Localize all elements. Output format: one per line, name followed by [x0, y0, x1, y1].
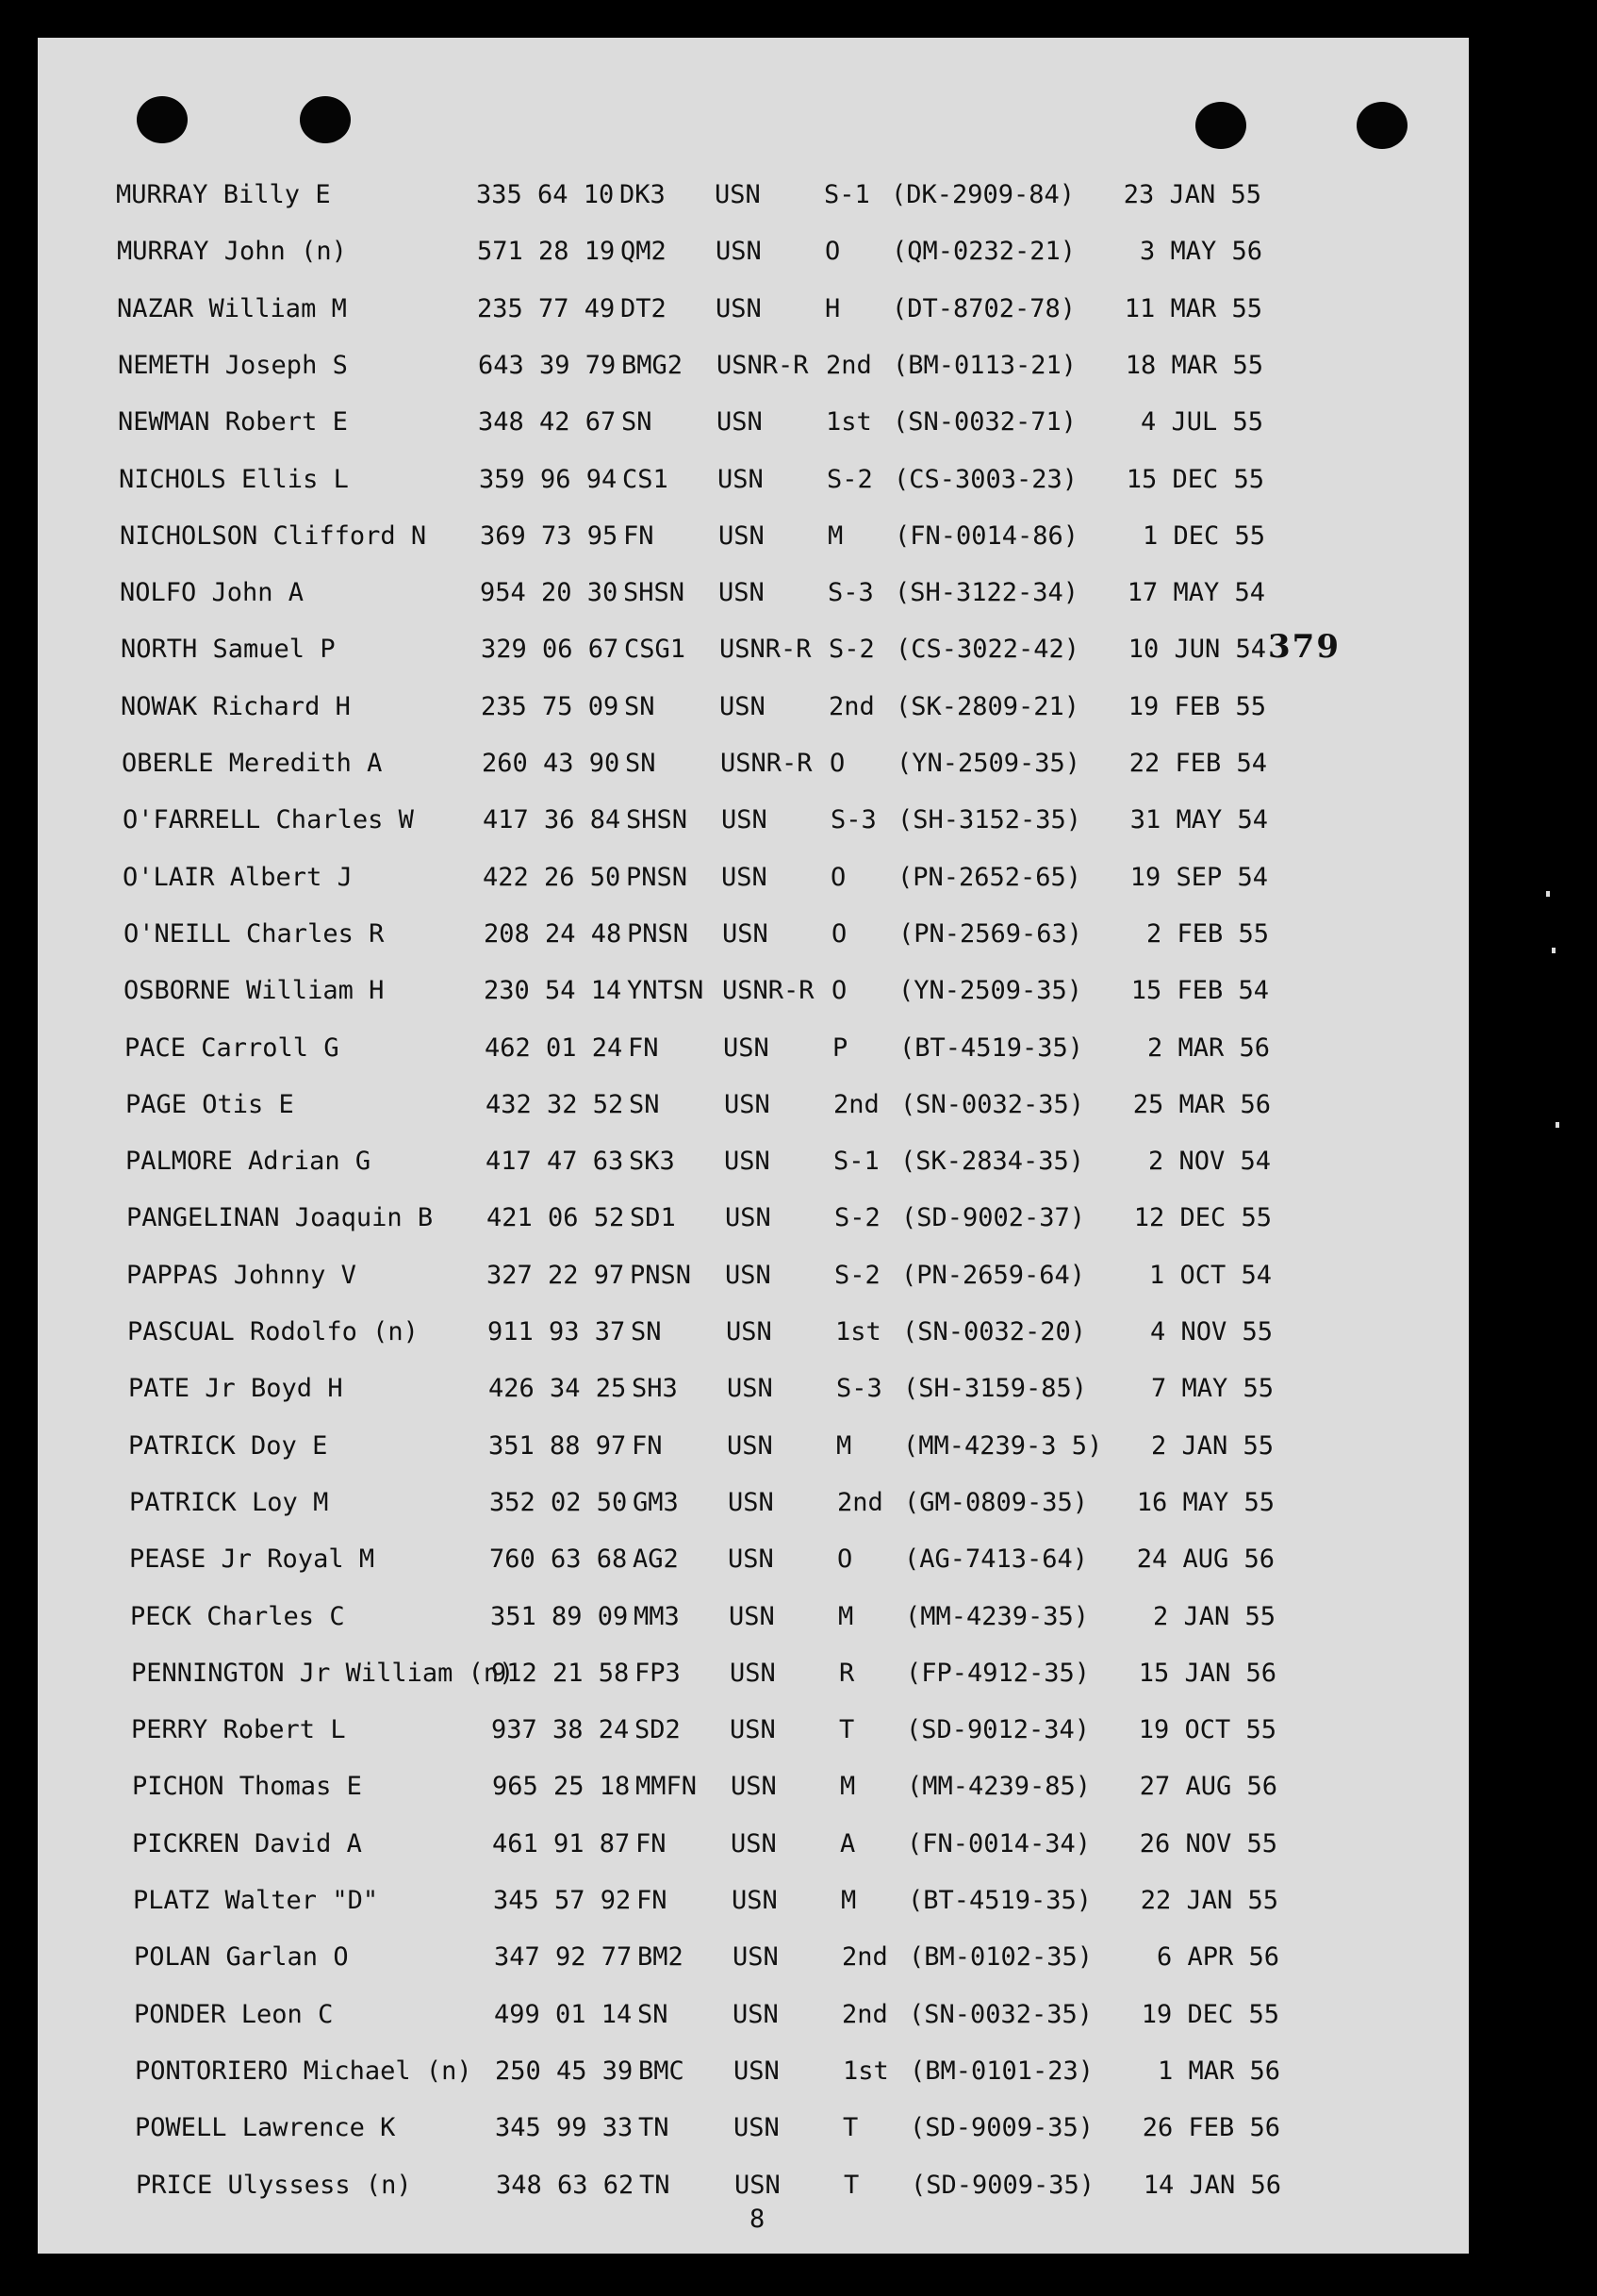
entry-name: MURRAY Billy E: [116, 180, 331, 209]
entry-class: T: [844, 2171, 860, 2200]
entry-name: PONDER Leon C: [134, 2000, 334, 2029]
document-page: [38, 38, 1469, 2254]
entry-code: (SN-0032-35): [909, 2000, 1094, 2029]
entry-code: (FN-0014-86): [895, 521, 1079, 551]
entry-name: PECK Charles C: [130, 1602, 345, 1631]
entry-date: 19 DEC 55: [1141, 2000, 1279, 2029]
entry-class: M: [841, 1886, 857, 1915]
entry-component: USN: [721, 863, 767, 892]
entry-code: (SK-2809-21): [896, 692, 1080, 721]
entry-component: USN: [727, 1431, 773, 1461]
entry-class: S-3: [831, 805, 877, 834]
entry-name: PRICE Ulyssess (n): [136, 2171, 412, 2200]
entry-code: (GM-0809-35): [904, 1488, 1089, 1517]
entry-code: (SK-2834-35): [900, 1147, 1085, 1176]
entry-rate: CS1: [622, 465, 668, 494]
entry-code: (SD-9012-34): [906, 1715, 1091, 1744]
entry-code: (SH-3152-35): [897, 805, 1082, 834]
entry-component: USN: [724, 1090, 770, 1119]
entry-name: NEWMAN Robert E: [118, 407, 348, 437]
entry-component: USN: [718, 578, 765, 607]
entry-name: PEASE Jr Royal M: [129, 1544, 375, 1574]
entry-code: (PN-2569-63): [898, 919, 1083, 949]
entry-name: NORTH Samuel P: [121, 635, 336, 664]
entry-rate: SD1: [630, 1203, 676, 1232]
entry-code: (SH-3159-85): [903, 1374, 1088, 1403]
entry-service-number: 335 64 10: [476, 180, 615, 209]
entry-date: 4 NOV 55: [1149, 1317, 1273, 1346]
entry-date: 2 MAR 56: [1146, 1033, 1270, 1063]
entry-date: 14 JAN 56: [1143, 2171, 1281, 2200]
entry-code: (SD-9002-37): [901, 1203, 1086, 1232]
entry-service-number: 235 75 09: [481, 692, 619, 721]
entry-rate: SHSN: [626, 805, 688, 834]
entry-date: 2 JAN 55: [1150, 1431, 1274, 1461]
entry-service-number: 954 20 30: [480, 578, 618, 607]
entry-rate: FN: [636, 1886, 667, 1915]
entry-component: USN: [729, 1602, 775, 1631]
entry-component: USN: [716, 294, 762, 323]
entry-component: USN: [730, 1715, 776, 1744]
entry-date: 2 JAN 55: [1152, 1602, 1276, 1631]
entry-service-number: 347 92 77: [494, 1942, 633, 1972]
entry-class: O: [831, 919, 848, 949]
entry-class: O: [837, 1544, 853, 1574]
entry-component: USN: [716, 407, 763, 437]
entry-service-number: 499 01 14: [494, 2000, 633, 2029]
entry-rate: FP3: [634, 1659, 681, 1688]
entry-service-number: 369 73 95: [480, 521, 618, 551]
entry-code: (SN-0032-71): [893, 407, 1078, 437]
entry-rate: MMFN: [635, 1772, 698, 1801]
entry-class: S-2: [829, 635, 875, 664]
entry-rate: TN: [638, 2113, 669, 2142]
entry-component: USN: [719, 692, 766, 721]
entry-name: PATE Jr Boyd H: [128, 1374, 343, 1403]
entry-component: USN: [734, 2171, 781, 2200]
entry-class: S-2: [827, 465, 873, 494]
entry-service-number: 571 28 19: [477, 237, 616, 266]
entry-date: 1 MAR 56: [1157, 2056, 1280, 2086]
entry-date: 15 FEB 54: [1130, 976, 1269, 1005]
entry-rate: PNSN: [627, 919, 689, 949]
entry-code: (MM-4239-3 5): [903, 1431, 1103, 1461]
entry-service-number: 327 22 97: [486, 1261, 625, 1290]
entry-code: (SH-3122-34): [895, 578, 1079, 607]
entry-component: USN: [722, 919, 768, 949]
entry-code: (FP-4912-35): [906, 1659, 1091, 1688]
entry-rate: BMG2: [621, 351, 683, 380]
entry-name: OSBORNE William H: [123, 976, 385, 1005]
entry-code: (MM-4239-35): [905, 1602, 1090, 1631]
entry-code: (YN-2509-35): [898, 976, 1083, 1005]
entry-rate: GM3: [633, 1488, 679, 1517]
entry-rate: FN: [628, 1033, 659, 1063]
entry-name: PATRICK Loy M: [129, 1488, 329, 1517]
entry-rate: PNSN: [626, 863, 688, 892]
entry-rate: CSG1: [624, 635, 686, 664]
entry-name: PICHON Thomas E: [132, 1772, 362, 1801]
entry-service-number: 235 77 49: [477, 294, 616, 323]
entry-component: USN: [733, 2056, 780, 2086]
entry-name: PAPPAS Johnny V: [126, 1261, 356, 1290]
entry-class: 2nd: [826, 351, 872, 380]
entry-component: USNR-R: [722, 976, 815, 1005]
entry-class: H: [825, 294, 841, 323]
entry-date: 31 MAY 54: [1129, 805, 1268, 834]
entry-service-number: 911 93 37: [487, 1317, 626, 1346]
entry-rate: SH3: [632, 1374, 678, 1403]
entry-class: P: [832, 1033, 848, 1063]
entry-rate: PNSN: [630, 1261, 692, 1290]
entry-code: (PN-2652-65): [897, 863, 1082, 892]
entry-rate: SN: [625, 749, 656, 778]
entry-date: 26 FEB 56: [1142, 2113, 1280, 2142]
entry-name: PERRY Robert L: [131, 1715, 346, 1744]
entry-code: (SD-9009-35): [910, 2113, 1095, 2142]
entry-code: (BM-0101-23): [910, 2056, 1095, 2086]
entry-date: 27 AUG 56: [1139, 1772, 1277, 1801]
entry-service-number: 345 99 33: [495, 2113, 634, 2142]
entry-code: (BM-0113-21): [893, 351, 1078, 380]
entry-date: 22 FEB 54: [1128, 749, 1267, 778]
entry-name: POLAN Garlan O: [134, 1942, 349, 1972]
entry-class: M: [828, 521, 844, 551]
entry-name: NEMETH Joseph S: [118, 351, 348, 380]
entry-class: S-2: [834, 1261, 881, 1290]
entry-rate: DT2: [620, 294, 667, 323]
entry-rate: SN: [624, 692, 655, 721]
entry-rate: DK3: [619, 180, 666, 209]
entry-component: USN: [723, 1033, 769, 1063]
entry-class: R: [839, 1659, 855, 1688]
entry-rate: FN: [632, 1431, 663, 1461]
entry-service-number: 461 91 87: [492, 1829, 631, 1858]
entry-date: 19 OCT 55: [1138, 1715, 1276, 1744]
entry-service-number: 250 45 39: [495, 2056, 634, 2086]
entry-date: 10 JUN 54: [1128, 635, 1266, 664]
entry-component: USN: [724, 1147, 770, 1176]
entry-rate: FN: [635, 1829, 667, 1858]
entry-service-number: 208 24 48: [484, 919, 622, 949]
entry-rate: SD2: [634, 1715, 681, 1744]
entry-component: USN: [731, 1772, 777, 1801]
entry-service-number: 345 57 92: [493, 1886, 632, 1915]
entry-date: 25 MAR 56: [1132, 1090, 1271, 1119]
entry-name: PACE Carroll G: [124, 1033, 339, 1063]
entry-name: PLATZ Walter "D": [133, 1886, 379, 1915]
entry-component: USN: [716, 237, 762, 266]
entry-component: USN: [725, 1203, 771, 1232]
entry-date: 16 MAY 55: [1136, 1488, 1275, 1517]
entry-date: 22 JAN 55: [1140, 1886, 1278, 1915]
entry-name: PATRICK Doy E: [128, 1431, 328, 1461]
entry-name: POWELL Lawrence K: [135, 2113, 396, 2142]
entry-class: 1st: [835, 1317, 881, 1346]
entry-class: O: [830, 749, 846, 778]
entry-service-number: 937 38 24: [491, 1715, 630, 1744]
entry-service-number: 760 63 68: [489, 1544, 628, 1574]
entry-class: 2nd: [842, 2000, 888, 2029]
entry-component: USN: [725, 1261, 771, 1290]
entry-class: 1st: [826, 407, 872, 437]
entry-service-number: 348 63 62: [496, 2171, 634, 2200]
entry-date: 11 MAR 55: [1124, 294, 1262, 323]
entry-rate: FN: [623, 521, 654, 551]
entry-date: 24 AUG 56: [1136, 1544, 1275, 1574]
entry-code: (SN-0032-35): [900, 1090, 1085, 1119]
entry-name: NICHOLS Ellis L: [119, 465, 349, 494]
entry-code: (YN-2509-35): [897, 749, 1081, 778]
entry-class: S-3: [828, 578, 874, 607]
entry-name: NOLFO John A: [120, 578, 305, 607]
entry-service-number: 260 43 90: [482, 749, 620, 778]
roster-list: [38, 38, 1469, 2254]
entry-code: (AG-7413-64): [904, 1544, 1089, 1574]
entry-code: (BT-4519-35): [908, 1886, 1093, 1915]
page-number: 8: [749, 2205, 766, 2234]
entry-rate: QM2: [620, 237, 667, 266]
entry-name: PAGE Otis E: [125, 1090, 294, 1119]
entry-date: 18 MAR 55: [1125, 351, 1263, 380]
entry-service-number: 422 26 50: [483, 863, 621, 892]
entry-service-number: 912 21 58: [491, 1659, 630, 1688]
entry-service-number: 348 42 67: [478, 407, 617, 437]
entry-service-number: 462 01 24: [485, 1033, 623, 1063]
entry-service-number: 432 32 52: [486, 1090, 624, 1119]
entry-rate: BM2: [637, 1942, 683, 1972]
entry-class: M: [840, 1772, 856, 1801]
entry-name: O'NEILL Charles R: [123, 919, 385, 949]
scan-speck: [1556, 1122, 1559, 1128]
entry-rate: SHSN: [623, 578, 685, 607]
entry-class: 2nd: [829, 692, 875, 721]
entry-component: USN: [733, 1942, 779, 1972]
entry-rate: MM3: [634, 1602, 680, 1631]
entry-service-number: 351 88 97: [488, 1431, 627, 1461]
entry-class: S-1: [824, 180, 870, 209]
entry-class: O: [825, 237, 841, 266]
entry-service-number: 417 47 63: [486, 1147, 624, 1176]
entry-class: T: [843, 2113, 859, 2142]
entry-code: (SD-9009-35): [911, 2171, 1095, 2200]
entry-code: (PN-2659-64): [901, 1261, 1086, 1290]
entry-name: MURRAY John (n): [117, 237, 347, 266]
entry-code: (BT-4519-35): [899, 1033, 1084, 1063]
entry-code: (DK-2909-84): [891, 180, 1076, 209]
entry-name: OBERLE Meredith A: [122, 749, 383, 778]
entry-component: USN: [728, 1488, 774, 1517]
entry-rate: SK3: [629, 1147, 675, 1176]
entry-class: S-3: [836, 1374, 882, 1403]
entry-class: A: [840, 1829, 856, 1858]
entry-class: M: [836, 1431, 852, 1461]
entry-component: USN: [727, 1374, 773, 1403]
entry-component: USN: [732, 1886, 778, 1915]
entry-date: 12 DEC 55: [1133, 1203, 1272, 1232]
entry-component: USNR-R: [719, 635, 812, 664]
entry-class: T: [839, 1715, 855, 1744]
entry-code: (CS-3003-23): [894, 465, 1078, 494]
entry-code: (QM-0232-21): [892, 237, 1077, 266]
entry-class: O: [831, 863, 847, 892]
entry-component: USNR-R: [720, 749, 813, 778]
entry-date: 23 JAN 55: [1123, 180, 1261, 209]
entry-rate: YNTSN: [627, 976, 704, 1005]
entry-class: 2nd: [837, 1488, 883, 1517]
margin-number: 379: [1268, 628, 1341, 666]
entry-component: USN: [733, 2113, 780, 2142]
entry-name: PENNINGTON Jr William (n): [131, 1659, 515, 1688]
entry-class: O: [831, 976, 848, 1005]
entry-name: PONTORIERO Michael (n): [135, 2056, 472, 2086]
entry-date: 1 DEC 55: [1142, 521, 1265, 551]
entry-code: (CS-3022-42): [896, 635, 1080, 664]
entry-rate: SN: [621, 407, 652, 437]
entry-service-number: 351 89 09: [490, 1602, 629, 1631]
entry-rate: TN: [639, 2171, 670, 2200]
entry-rate: SN: [637, 2000, 668, 2029]
entry-name: PASCUAL Rodolfo (n): [127, 1317, 419, 1346]
entry-date: 15 JAN 56: [1138, 1659, 1276, 1688]
entry-name: O'LAIR Albert J: [123, 863, 353, 892]
entry-class: 1st: [843, 2056, 889, 2086]
entry-rate: SN: [631, 1317, 662, 1346]
entry-service-number: 965 25 18: [492, 1772, 631, 1801]
scan-speck: [1552, 948, 1556, 953]
entry-date: 19 FEB 55: [1128, 692, 1266, 721]
entry-service-number: 230 54 14: [484, 976, 622, 1005]
entry-service-number: 426 34 25: [488, 1374, 627, 1403]
entry-service-number: 417 36 84: [483, 805, 621, 834]
entry-component: USN: [731, 1829, 777, 1858]
entry-name: PICKREN David A: [132, 1829, 362, 1858]
entry-component: USN: [728, 1544, 774, 1574]
entry-class: S-2: [834, 1203, 881, 1232]
entry-name: O'FARRELL Charles W: [123, 805, 414, 834]
entry-name: PANGELINAN Joaquin B: [126, 1203, 434, 1232]
entry-date: 19 SEP 54: [1129, 863, 1268, 892]
entry-component: USN: [718, 521, 765, 551]
entry-code: (SN-0032-20): [902, 1317, 1087, 1346]
entry-date: 3 MAY 56: [1139, 237, 1262, 266]
entry-component: USN: [726, 1317, 772, 1346]
entry-name: NICHOLSON Clifford N: [120, 521, 427, 551]
entry-code: (DT-8702-78): [892, 294, 1077, 323]
entry-name: PALMORE Adrian G: [125, 1147, 371, 1176]
entry-date: 7 MAY 55: [1150, 1374, 1274, 1403]
entry-component: USNR-R: [716, 351, 809, 380]
entry-service-number: 329 06 67: [481, 635, 619, 664]
entry-class: 2nd: [842, 1942, 888, 1972]
entry-component: USN: [717, 465, 764, 494]
entry-code: (MM-4239-85): [907, 1772, 1092, 1801]
entry-class: S-1: [833, 1147, 880, 1176]
scan-speck: [1546, 891, 1550, 897]
entry-component: USN: [730, 1659, 776, 1688]
entry-date: 1 OCT 54: [1148, 1261, 1272, 1290]
entry-service-number: 352 02 50: [489, 1488, 628, 1517]
entry-date: 15 DEC 55: [1126, 465, 1264, 494]
entry-name: NAZAR William M: [117, 294, 347, 323]
entry-component: USN: [721, 805, 767, 834]
entry-service-number: 421 06 52: [486, 1203, 625, 1232]
entry-rate: BMC: [638, 2056, 684, 2086]
entry-component: USN: [733, 2000, 779, 2029]
entry-date: 17 MAY 54: [1127, 578, 1265, 607]
entry-code: (FN-0014-34): [907, 1829, 1092, 1858]
entry-date: 26 NOV 55: [1139, 1829, 1277, 1858]
entry-class: M: [838, 1602, 854, 1631]
entry-code: (BM-0102-35): [909, 1942, 1094, 1972]
entry-rate: SN: [629, 1090, 660, 1119]
entry-service-number: 359 96 94: [479, 465, 617, 494]
entry-name: NOWAK Richard H: [121, 692, 351, 721]
entry-date: 2 NOV 54: [1147, 1147, 1271, 1176]
entry-date: 6 APR 56: [1156, 1942, 1279, 1972]
entry-class: 2nd: [833, 1090, 880, 1119]
entry-date: 4 JUL 55: [1140, 407, 1263, 437]
entry-service-number: 643 39 79: [478, 351, 617, 380]
entry-component: USN: [715, 180, 761, 209]
entry-date: 2 FEB 55: [1145, 919, 1269, 949]
entry-rate: AG2: [633, 1544, 679, 1574]
